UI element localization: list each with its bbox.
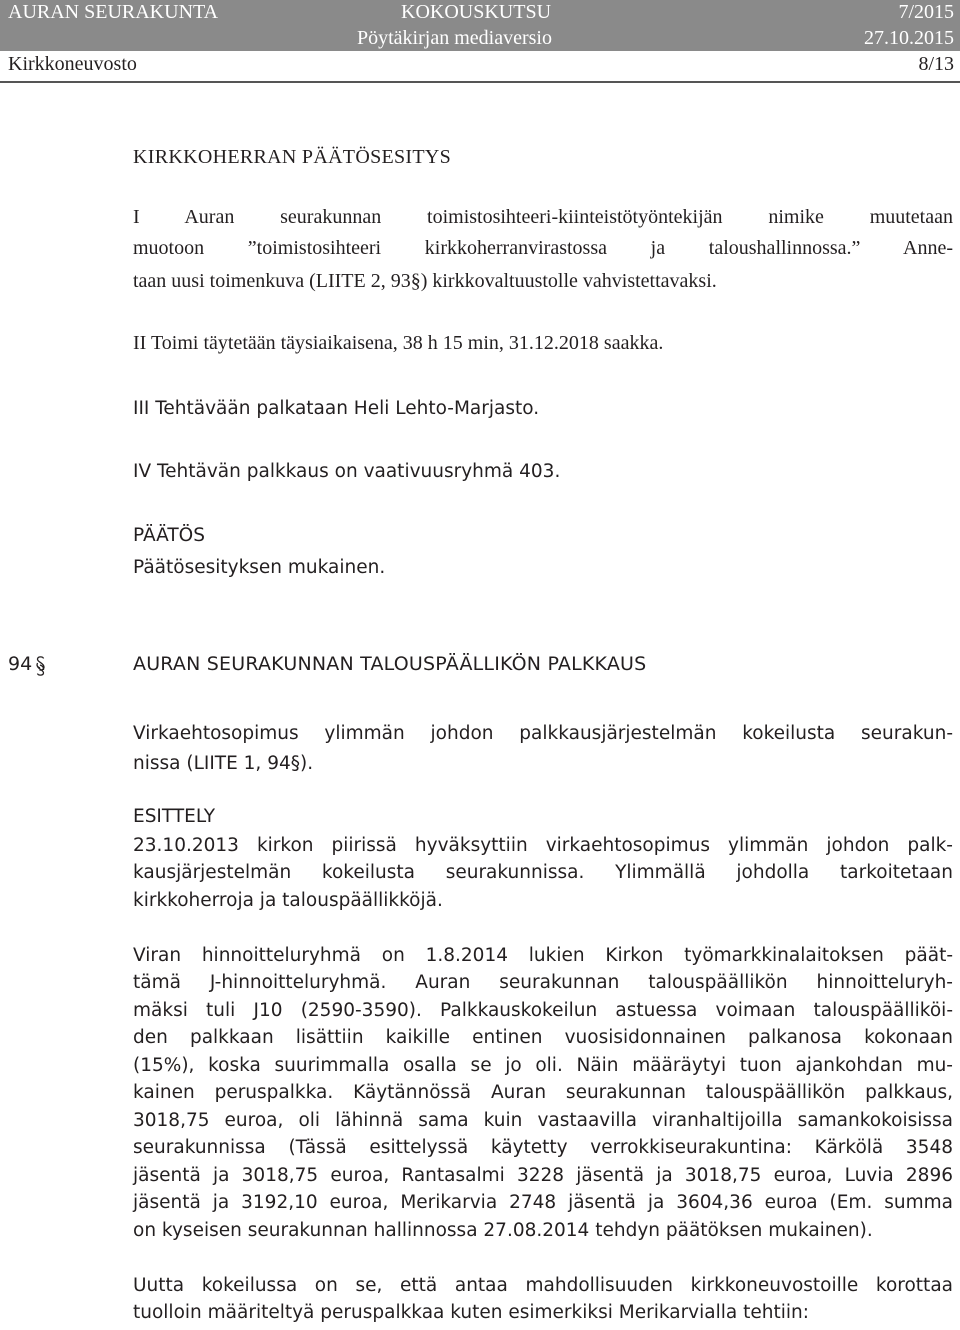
presentation-p3-line-2: tuolloin määriteltyä peruspalkkaa kuten esimerkiksi Merikarvialla tehtiin: — [133, 1302, 809, 1323]
presentation-p2-line-1: Viran hinnoitteluryhmä on 1.8.2014 lukien Kirkon työmarkkinalaitoksen päät- — [133, 945, 953, 966]
presentation-p1-line-2: kausjärjestelmän kokeilusta seurakunnissa. Ylimmällä johdolla tarkoitetaan — [133, 862, 953, 883]
section-title: AURAN SEURAKUNNAN TALOUSPÄÄLLIKÖN PALKKAUS — [133, 653, 647, 675]
header-date: 27.10.2015 — [864, 27, 954, 49]
header-body: Kirkkoneuvosto — [8, 53, 137, 75]
header-row-3 — [0, 51, 960, 77]
presentation-p2-line-10: jäsentä ja 3192,10 euroa, Merikarvia 2748 jäsentä ja 3604,36 euroa (Em. summa — [133, 1192, 953, 1213]
presentation-p2-line-11: on kyseisen seurakunnan hallinnossa 27.08.2014 tehdyn päätöksen mukainen). — [133, 1220, 873, 1241]
presentation-p1-line-1: 23.10.2013 kirkon piirissä hyväksyttiin virkaehtosopimus ylimmän johdon palk- — [133, 835, 953, 856]
document-header — [0, 0, 960, 78]
section-number: 94 — [8, 653, 33, 675]
header-page-number: 8/13 — [918, 53, 954, 75]
header-version: Pöytäkirjan mediaversio — [357, 27, 552, 49]
presentation-p2-line-4: den palkkaan lisättiin kaikille entinen vuosisidonnainen palkanosa kokonaan — [133, 1027, 953, 1048]
presentation-p2-line-6: kainen peruspalkka. Käytännössä Auran seurakunnan talouspäällikön palkkaus, — [133, 1082, 953, 1103]
presentation-p3-line-1: Uutta kokeilussa on se, että antaa mahdollisuuden kirkkoneuvostoille korottaa — [133, 1275, 953, 1296]
header-doc-type: KOKOUSKUTSU — [401, 1, 552, 23]
section-sign-icon — [35, 655, 46, 677]
header-org: AURAN SEURAKUNTA — [8, 1, 219, 23]
section-intro-line-1: Virkaehtosopimus ylimmän johdon palkkausjärjestelmän kokeilusta seurakun- — [133, 723, 953, 744]
proposal-item-3: III Tehtävään palkataan Heli Lehto-Marjasto. — [133, 398, 540, 419]
proposal-line-2: muotoon ”toimistosihteeri kirkkoherranvirastossa ja taloushallinnossa.” Anne- — [133, 237, 953, 259]
proposal-item-4: IV Tehtävän palkkaus on vaativuusryhmä 403. — [133, 461, 561, 482]
presentation-p2-line-8: seurakunnissa (Tässä esittelyssä käytetty verrokkiseurakuntina: Kärkölä 3548 — [133, 1137, 953, 1158]
header-meeting-number: 7/2015 — [898, 1, 954, 23]
proposal-line-3: taan uusi toimenkuva (LIITE 2, 93§) kirkkovaltuustolle vahvistettavaksi. — [133, 270, 717, 292]
proposal-item-2: II Toimi täytetään täysiaikaisena, 38 h 15 min, 31.12.2018 saakka. — [133, 332, 664, 354]
presentation-p1-line-3: kirkkoherroja ja talouspäällikköjä. — [133, 890, 443, 911]
decision-text: Päätösesityksen mukainen. — [133, 557, 386, 578]
presentation-p2-line-3: mäksi tuli J10 (2590-3590). Palkkauskokeilun astuessa voimaan talouspäälliköi- — [133, 1000, 953, 1021]
presentation-p2-line-7: 3018,75 euroa, oli lähinnä sama kuin vastaavilla viranhaltijoilla samankokoisissa — [133, 1110, 953, 1131]
decision-label: PÄÄTÖS — [133, 525, 205, 546]
section-intro-line-2: nissa (LIITE 1, 94§). — [133, 753, 314, 774]
presentation-p2-line-5: (15%), koska suurimmalla osalla se jo oli. Näin määräytyi tuon ajankohdan mu- — [133, 1055, 953, 1076]
header-row-2 — [0, 25, 960, 51]
presentation-label: ESITTELY — [133, 806, 216, 827]
proposal-line-1: I Auran seurakunnan toimistosihteeri-kiinteistötyöntekijän nimike muutetaan — [133, 206, 953, 228]
proposal-title: KIRKKOHERRAN PÄÄTÖSESITYS — [133, 146, 452, 168]
presentation-p2-line-9: jäsentä ja 3018,75 euroa, Rantasalmi 3228 jäsentä ja 3018,75 euroa, Luvia 2896 — [133, 1165, 953, 1186]
presentation-p2-line-2: tämä J-hinnoitteluryhmä. Auran seurakunnan talouspäällikön hinnoitteluryh- — [133, 972, 953, 993]
header-rule — [0, 81, 960, 83]
header-row-1 — [0, 0, 960, 25]
